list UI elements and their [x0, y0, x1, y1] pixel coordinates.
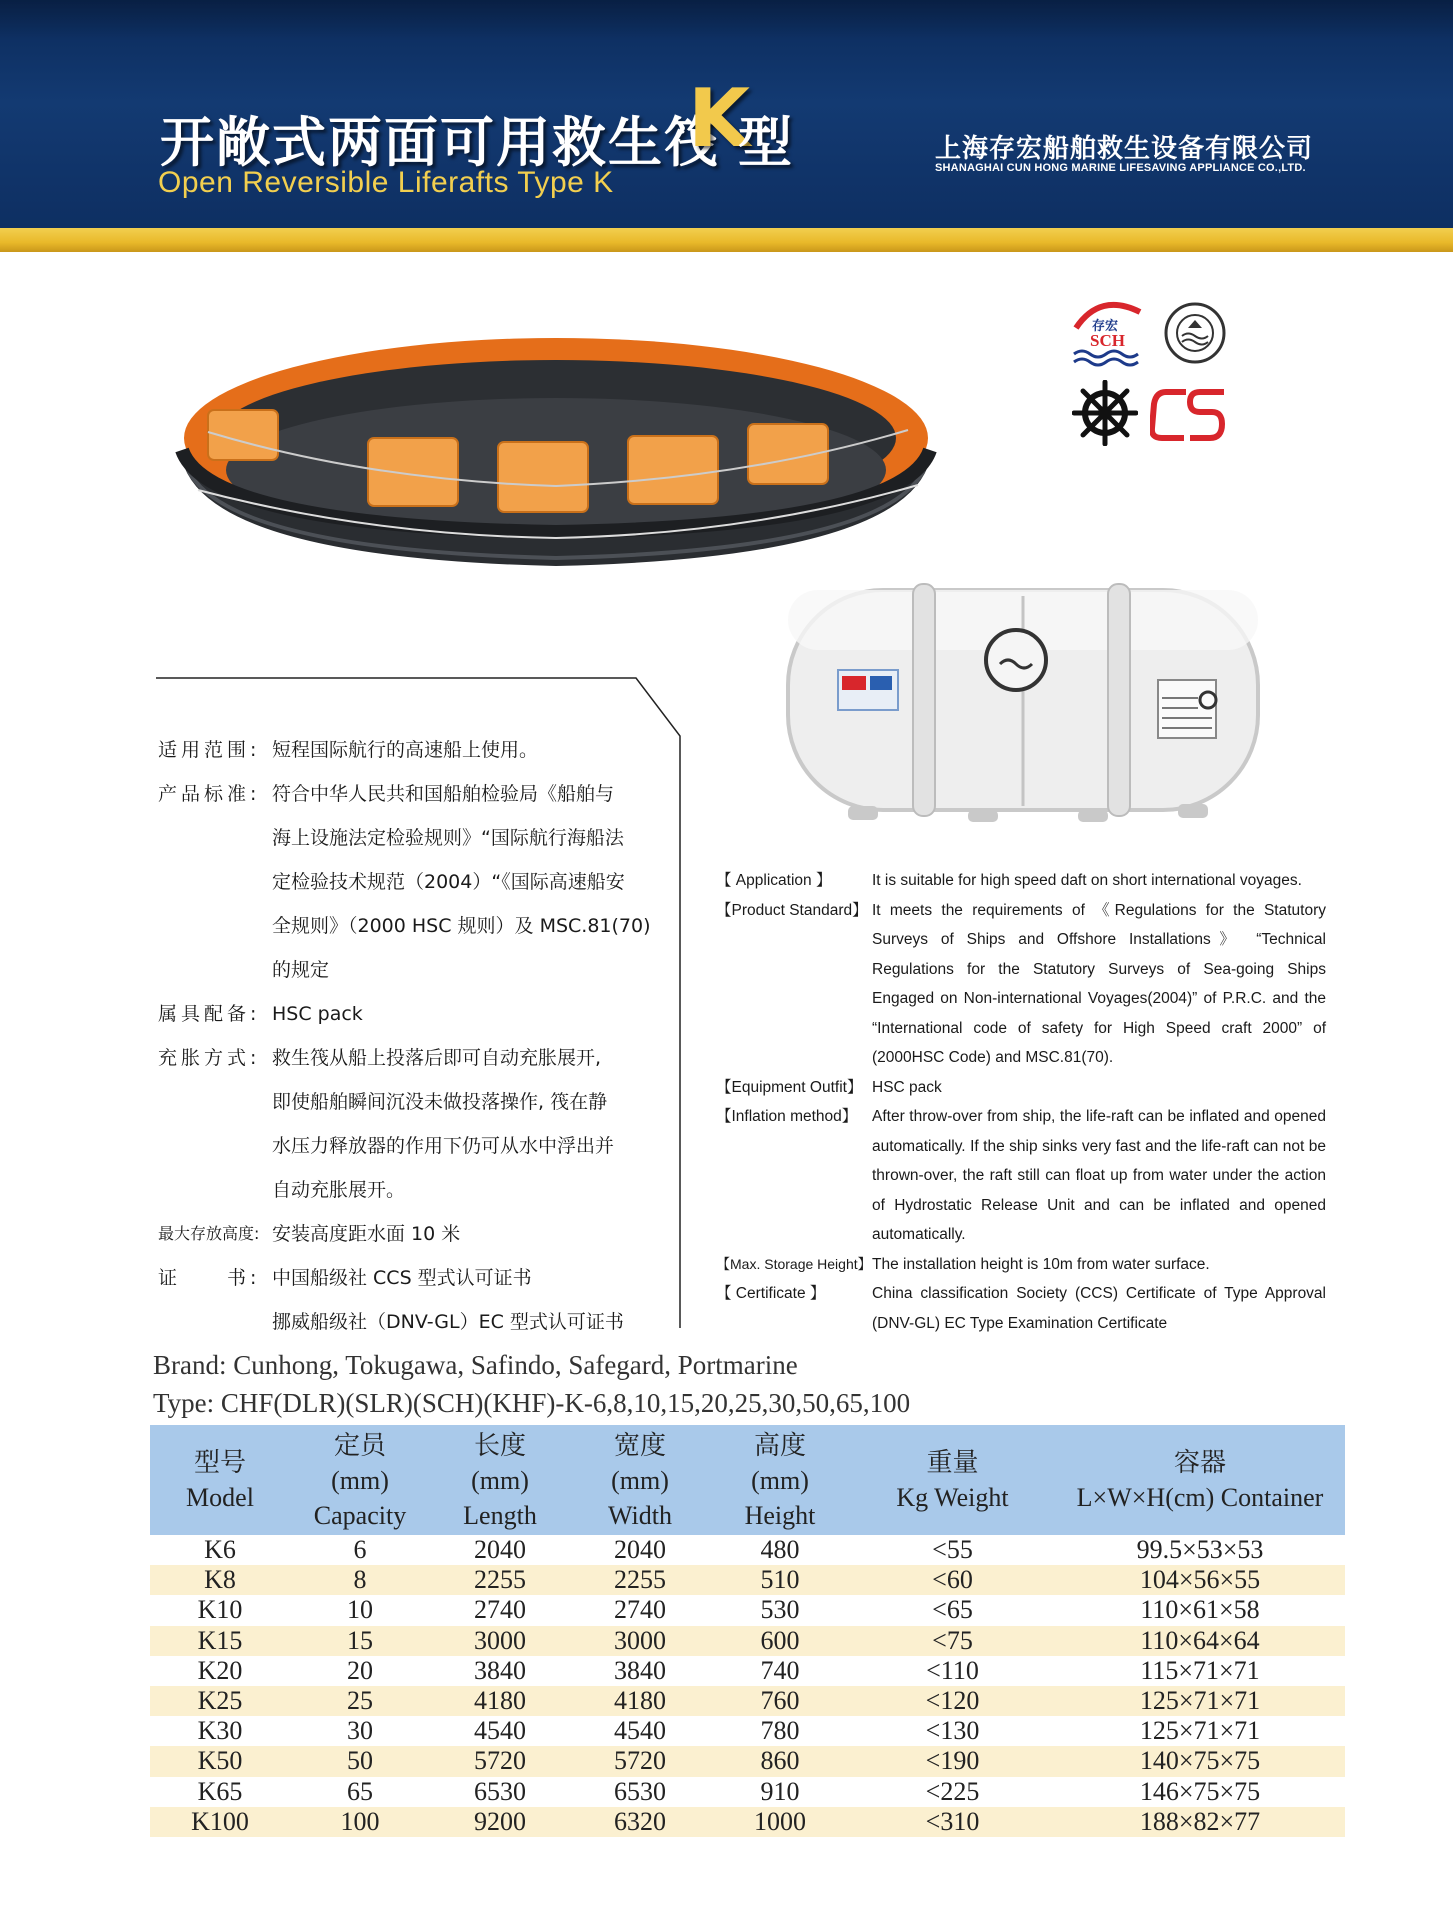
- column-header: 容器 L×W×H(cm) Container: [1055, 1425, 1345, 1535]
- spec-line-cn: 中国船级社 CCS 型式认可证书: [272, 1267, 532, 1289]
- company-name-en: SHANAGHAI CUN HONG MARINE LIFESAVING APPLIANCE CO.,LTD.: [935, 162, 1306, 174]
- spec-value-en: HSC pack: [872, 1078, 942, 1096]
- table-cell: 20: [290, 1656, 430, 1686]
- table-cell: 740: [710, 1656, 850, 1686]
- spec-line-cn: 符合中华人民共和国船舶检验局《船舶与: [272, 783, 615, 805]
- table-cell: K10: [150, 1595, 290, 1625]
- table-cell: 2040: [570, 1535, 710, 1565]
- table-cell: 6530: [570, 1777, 710, 1807]
- spec-label-en: 【Product Standard】: [716, 901, 868, 919]
- spec-line-cn: 自动充胀展开。: [272, 1179, 406, 1201]
- spec-row-en: [716, 1250, 1326, 1280]
- table-cell: 760: [710, 1686, 850, 1716]
- table-cell: <55: [850, 1535, 1055, 1565]
- table-cell: 5720: [430, 1746, 570, 1776]
- spec-list-cn: [158, 728, 678, 1344]
- spec-value-cn: [272, 1036, 678, 1212]
- spec-value-cn: [272, 1212, 678, 1256]
- liferaft-container-image: [778, 560, 1268, 835]
- table-cell: 6: [290, 1535, 430, 1565]
- table-cell: 10: [290, 1595, 430, 1625]
- spec-label-cn: 属具配备:: [158, 1003, 261, 1025]
- table-cell: 6530: [430, 1777, 570, 1807]
- spec-row-cn: [158, 1256, 678, 1344]
- table-cell: 4540: [430, 1716, 570, 1746]
- table-cell: 8: [290, 1565, 430, 1595]
- spec-row-en: [716, 896, 1326, 1073]
- spec-value-en: The installation height is 10m from water surface.: [872, 1255, 1210, 1273]
- table-cell: 100: [290, 1807, 430, 1837]
- spec-label-en: 【Equipment Outfit】: [716, 1078, 863, 1096]
- table-cell: 2040: [430, 1535, 570, 1565]
- spec-line-cn: 定检验技术规范（2004）“《国际高速船安: [272, 871, 625, 893]
- type-line: Type: CHF(DLR)(SLR)(SCH)(KHF)-K-6,8,10,15,20,25,30,50,65,100: [153, 1388, 911, 1418]
- liferaft-image: [168, 320, 943, 575]
- spec-line-cn: 水压力释放器的作用下仍可从水中浮出并: [272, 1135, 615, 1157]
- brand-line: Brand: Cunhong, Tokugawa, Safindo, Safegard, Portmarine: [153, 1350, 798, 1380]
- spec-label-cn: 充胀方式:: [158, 1047, 261, 1069]
- table-cell: 3000: [430, 1626, 570, 1656]
- spec-row-en: [716, 866, 1326, 896]
- table-cell: 4540: [570, 1716, 710, 1746]
- table-cell: K50: [150, 1746, 290, 1776]
- spec-label-cn: 产品标准:: [158, 783, 261, 805]
- table-header-row: [150, 1425, 1345, 1535]
- table-cell: 3000: [570, 1626, 710, 1656]
- table-cell: K8: [150, 1565, 290, 1595]
- model-spec-table: [150, 1425, 1345, 1837]
- column-header: 型号 Model: [150, 1425, 290, 1535]
- table-cell: 110×61×58: [1055, 1595, 1345, 1625]
- spec-line-cn: 挪威船级社（DNV-GL）EC 型式认可证书: [272, 1311, 624, 1333]
- spec-line-cn: 海上设施法定检验规则》“国际航行海船法: [272, 827, 624, 849]
- spec-row-en: [716, 1073, 1326, 1103]
- table-cell: <310: [850, 1807, 1055, 1837]
- table-cell: 3840: [430, 1656, 570, 1686]
- table-cell: 125×71×71: [1055, 1716, 1345, 1746]
- spec-row-en: [716, 1279, 1326, 1338]
- table-cell: 104×56×55: [1055, 1565, 1345, 1595]
- column-header: 长度 (mm) Length: [430, 1425, 570, 1535]
- column-header: 高度 (mm) Height: [710, 1425, 850, 1535]
- table-cell: 600: [710, 1626, 850, 1656]
- table-cell: 510: [710, 1565, 850, 1595]
- table-cell: 140×75×75: [1055, 1746, 1345, 1776]
- spec-row-cn: [158, 992, 678, 1036]
- spec-line-cn: 救生筏从船上投落后即可自动充胀展开,: [272, 1047, 602, 1069]
- table-cell: 4180: [430, 1686, 570, 1716]
- spec-row-en: [716, 1102, 1326, 1250]
- table-cell: 9200: [430, 1807, 570, 1837]
- table-cell: <120: [850, 1686, 1055, 1716]
- table-cell: <60: [850, 1565, 1055, 1595]
- banner-shade: [0, 0, 1453, 40]
- table-row: [150, 1595, 1345, 1625]
- spec-value-cn: [272, 772, 678, 992]
- table-cell: 30: [290, 1716, 430, 1746]
- spec-row-cn: [158, 728, 678, 772]
- table-cell: 910: [710, 1777, 850, 1807]
- table-cell: 2740: [570, 1595, 710, 1625]
- table-cell: 480: [710, 1535, 850, 1565]
- table-cell: <75: [850, 1626, 1055, 1656]
- spec-line-cn: 安装高度距水面 10 米: [272, 1223, 461, 1245]
- table-cell: 15: [290, 1626, 430, 1656]
- table-cell: K20: [150, 1656, 290, 1686]
- table-cell: K6: [150, 1535, 290, 1565]
- gold-strip: [0, 228, 1453, 252]
- spec-line-cn: 短程国际航行的高速船上使用。: [272, 739, 539, 761]
- spec-line-cn: 即使船舶瞬间沉没未做投落操作, 筏在静: [272, 1091, 608, 1113]
- table-cell: 110×64×64: [1055, 1626, 1345, 1656]
- column-header: 重量 Kg Weight: [850, 1425, 1055, 1535]
- spec-value-en: It meets the requirements of 《Regulations for the Statutory Surveys of Ships and Offshore Installations》 “Technical Regulations for the Statutory Surveys of Sea-going Ships Engaged on Non-international Voyages(2004)” of P.R.C. and the “International code of safety for High Speed craft 2000” of (2000HSC Code) and MSC.81(70).: [872, 901, 1326, 1066]
- spec-label-cn: 适用范围:: [158, 739, 261, 761]
- table-row: [150, 1777, 1345, 1807]
- table-cell: K100: [150, 1807, 290, 1837]
- company-name-cn: 上海存宏船舶救生设备有限公司: [935, 134, 1314, 164]
- spec-label-en: 【Max. Storage Height】: [716, 1255, 872, 1272]
- table-cell: 4180: [570, 1686, 710, 1716]
- spec-value-en: China classification Society (CCS) Certificate of Type Approval (DNV-GL) EC Type Examination Certificate: [872, 1285, 1326, 1332]
- table-cell: 2255: [570, 1565, 710, 1595]
- page-title-cn: 开敞式两面可用救生筏: [160, 111, 720, 174]
- spec-line-cn: 全规则》（2000 HSC 规则）及 MSC.81(70): [272, 915, 651, 937]
- spec-row-cn: [158, 772, 678, 992]
- ship-wheel-icon: [1072, 380, 1138, 446]
- spec-label-en: 【 Application 】: [716, 872, 832, 889]
- sch-logo-en: SCH: [1090, 331, 1125, 350]
- table-cell: 5720: [570, 1746, 710, 1776]
- spec-value-cn: [272, 992, 678, 1036]
- table-cell: 860: [710, 1746, 850, 1776]
- spec-line-cn: HSC pack: [272, 1003, 363, 1025]
- table-row: [150, 1656, 1345, 1686]
- spec-row-cn: [158, 1036, 678, 1212]
- table-row: [150, 1686, 1345, 1716]
- table-cell: 1000: [710, 1807, 850, 1837]
- table-cell: 530: [710, 1595, 850, 1625]
- spec-list-en: [716, 866, 1326, 1338]
- table-cell: 188×82×77: [1055, 1807, 1345, 1837]
- sch-logo-cn: 存宏: [1092, 319, 1119, 334]
- spec-value-cn: [272, 1256, 678, 1344]
- spec-label-en: 【 Certificate 】: [716, 1285, 826, 1302]
- table-row: [150, 1535, 1345, 1565]
- spec-line-cn: 的规定: [272, 959, 330, 981]
- table-cell: 146×75×75: [1055, 1777, 1345, 1807]
- header-banner: [0, 0, 1453, 228]
- table-cell: K30: [150, 1716, 290, 1746]
- page-title-k: K: [688, 72, 750, 165]
- table-cell: <130: [850, 1716, 1055, 1746]
- table-row: [150, 1746, 1345, 1776]
- page-title-en: Open Reversible Liferafts Type K: [158, 166, 614, 199]
- table-cell: 115×71×71: [1055, 1656, 1345, 1686]
- table-cell: <65: [850, 1595, 1055, 1625]
- table-cell: <110: [850, 1656, 1055, 1686]
- page-title-xing: 型: [738, 111, 792, 174]
- table-cell: 50: [290, 1746, 430, 1776]
- ccs-logo-icon: [1150, 384, 1232, 444]
- table-row: [150, 1626, 1345, 1656]
- table-cell: 25: [290, 1686, 430, 1716]
- table-cell: K25: [150, 1686, 290, 1716]
- spec-value-cn: [272, 728, 678, 772]
- spec-value-en: It is suitable for high speed daft on short international voyages.: [872, 872, 1302, 889]
- spec-label-cn: 最大存放高度:: [158, 1224, 260, 1243]
- spec-value-en: After throw-over from ship, the life-raft can be inflated and opened automatically. If the ship sinks very fast and the life-raft can not be thrown-over, the raft still can float up from water under the action of Hydrostatic Release Unit and can be inflated and opened automatically.: [872, 1108, 1326, 1243]
- table-cell: 125×71×71: [1055, 1686, 1345, 1716]
- table-cell: <190: [850, 1746, 1055, 1776]
- table-cell: <225: [850, 1777, 1055, 1807]
- table-cell: 6320: [570, 1807, 710, 1837]
- table-row: [150, 1716, 1345, 1746]
- spec-label-en: 【Inflation method】: [716, 1108, 858, 1125]
- table-cell: 2740: [430, 1595, 570, 1625]
- spec-row-cn: [158, 1212, 678, 1256]
- sch-logo-icon: [1070, 298, 1144, 368]
- column-header: 宽度 (mm) Width: [570, 1425, 710, 1535]
- table-cell: K65: [150, 1777, 290, 1807]
- table-row: [150, 1807, 1345, 1837]
- tokugawa-seal-icon: [1164, 302, 1226, 364]
- table-cell: 3840: [570, 1656, 710, 1686]
- column-header: 定员 (mm) Capacity: [290, 1425, 430, 1535]
- table-cell: 780: [710, 1716, 850, 1746]
- spec-label-cn: 证 书:: [158, 1267, 261, 1289]
- table-cell: 65: [290, 1777, 430, 1807]
- table-cell: 2255: [430, 1565, 570, 1595]
- table-cell: 99.5×53×53: [1055, 1535, 1345, 1565]
- table-cell: K15: [150, 1626, 290, 1656]
- table-row: [150, 1565, 1345, 1595]
